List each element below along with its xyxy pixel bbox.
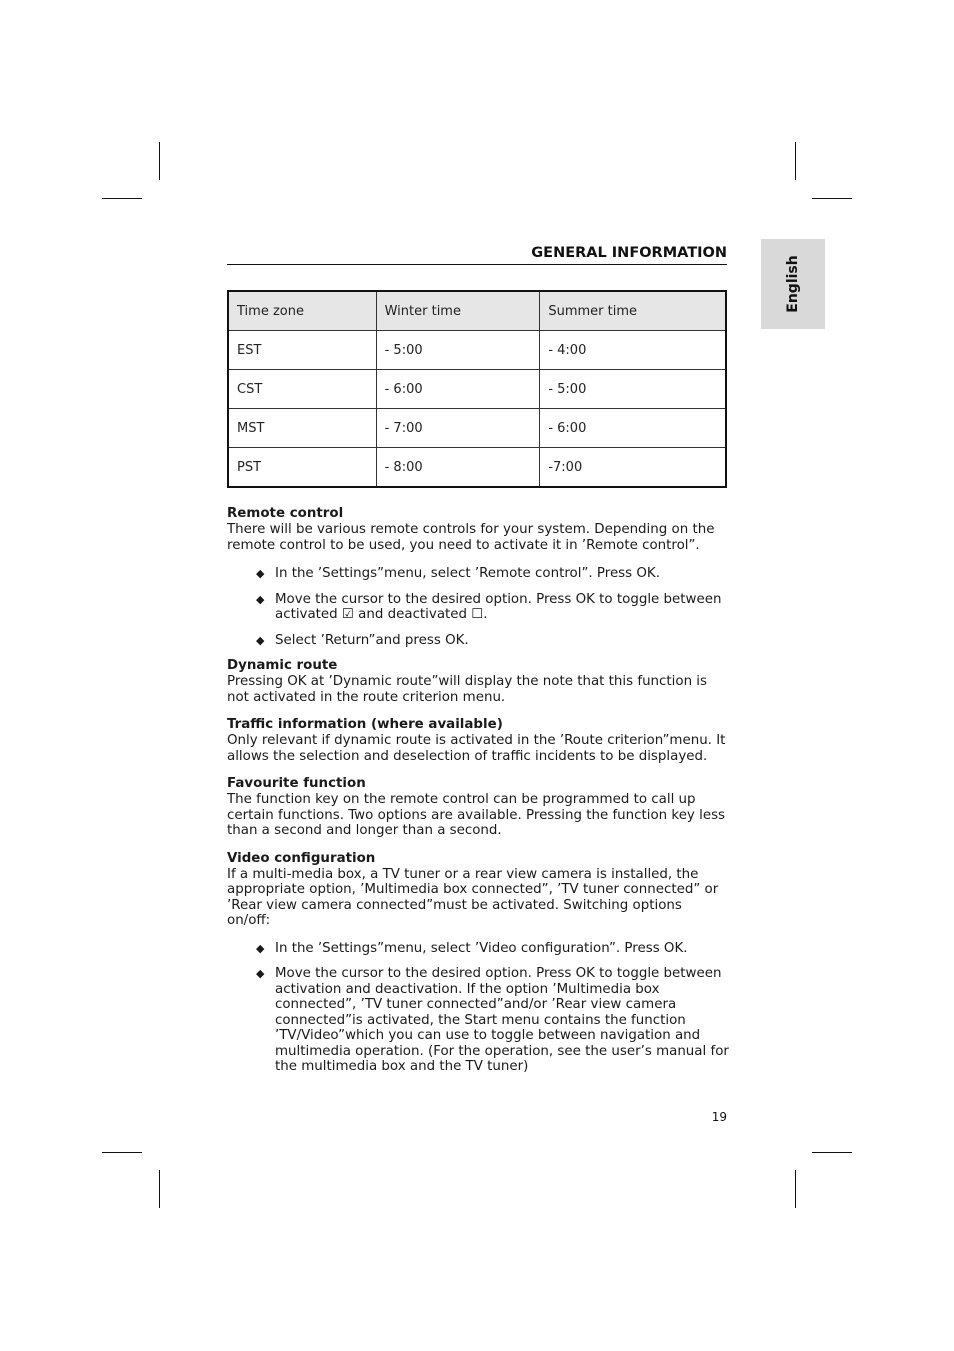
table-cell: - 4:00	[540, 331, 726, 370]
list-item	[227, 941, 729, 957]
favourite-function-text: The function key on the remote control can be programmed to call up certain functions. Two options are available. Pressing the function key less than a second and longer than a second.	[227, 792, 726, 838]
table-row	[228, 448, 726, 488]
traffic-info-heading: Traffic information (where available)	[227, 717, 503, 732]
list-item-text: In the ’Settings”menu, select ’Video configuration”. Press OK.	[275, 940, 688, 956]
diamond-bullet-icon: ◆	[256, 633, 265, 647]
table-cell: - 6:00	[376, 370, 540, 409]
table-row	[228, 409, 726, 448]
list-item	[227, 633, 729, 649]
list-item-text: In the ’Settings”menu, select ’Remote control”. Press OK.	[275, 566, 660, 581]
list-item	[227, 566, 729, 582]
table-cell: - 5:00	[376, 331, 540, 370]
list-item	[227, 966, 729, 1075]
section-header: GENERAL INFORMATION	[227, 244, 727, 265]
table-cell: - 6:00	[540, 409, 726, 448]
table-header-row	[228, 291, 726, 331]
list-item-text: Select ’Return”and press OK.	[275, 632, 469, 648]
language-tab	[761, 239, 825, 329]
table-cell: CST	[228, 370, 376, 409]
table-cell: MST	[228, 409, 376, 448]
time-zone-table	[227, 290, 727, 488]
list-item	[227, 592, 729, 623]
table-header-cell: Summer time	[540, 291, 726, 331]
dynamic-route-text: Pressing OK at ’Dynamic route”will display the note that this function is not activated in the route criterion menu.	[227, 674, 708, 705]
page-number: 19	[711, 1110, 727, 1124]
table-cell: EST	[228, 331, 376, 370]
video-config-steps	[227, 941, 729, 1075]
table-row	[228, 331, 726, 370]
crop-mark	[102, 1152, 142, 1153]
table-cell: PST	[228, 448, 376, 488]
traffic-info-text: Only relevant if dynamic route is activated in the ’Route criterion”menu. It allows the selection and deselection of traffic incidents to be displayed.	[227, 733, 726, 764]
table-header-cell: Winter time	[376, 291, 540, 331]
table-cell: - 8:00	[376, 448, 540, 488]
list-item-text: Move the cursor to the desired option. Press OK to toggle between activated ☑ and deactivated ☐.	[275, 591, 722, 622]
table-cell: - 7:00	[376, 409, 540, 448]
dynamic-route-heading: Dynamic route	[227, 658, 338, 673]
video-config-heading: Video configuration	[227, 850, 376, 866]
crop-mark	[102, 198, 142, 199]
table-cell: - 5:00	[540, 370, 726, 409]
remote-control-text: There will be various remote controls for your system. Depending on the remote control to be used, you need to activate it in ’Remote control”.	[227, 522, 715, 553]
table-header-cell: Time zone	[228, 291, 376, 331]
crop-mark	[159, 1170, 160, 1208]
crop-mark	[159, 142, 160, 180]
crop-mark	[812, 1152, 852, 1153]
favourite-function-heading: Favourite function	[227, 776, 366, 791]
table-row	[228, 370, 726, 409]
crop-mark	[795, 1170, 796, 1208]
remote-control-steps	[227, 566, 729, 648]
diamond-bullet-icon: ◆	[256, 592, 265, 606]
diamond-bullet-icon: ◆	[256, 941, 265, 955]
diamond-bullet-icon: ◆	[256, 567, 265, 580]
diamond-bullet-icon: ◆	[256, 967, 265, 980]
language-tab-label: English	[785, 255, 801, 313]
video-config-text: If a multi-media box, a TV tuner or a rear view camera is installed, the appropriate option, ’Multimedia box connected”, ’TV tuner connected” or ’Rear view camera connected”must be activated. Switching options on/off:	[227, 866, 719, 928]
body-content	[227, 506, 729, 1085]
remote-control-heading: Remote control	[227, 506, 344, 521]
table-cell: -7:00	[540, 448, 726, 488]
list-item-text: Move the cursor to the desired option. Press OK to toggle between activation and deactivation. If the option ’Multimedia box connected”, ’TV tuner connected”and/or ’Rear view camera connected”is activated, the Start menu contains the function ’TV/Video”which you can use to toggle between navigation and multimedia operation. (For the operation, see the user’s manual for the multimedia box and the TV tuner)	[275, 966, 729, 1074]
crop-mark	[812, 198, 852, 199]
crop-mark	[795, 142, 796, 180]
